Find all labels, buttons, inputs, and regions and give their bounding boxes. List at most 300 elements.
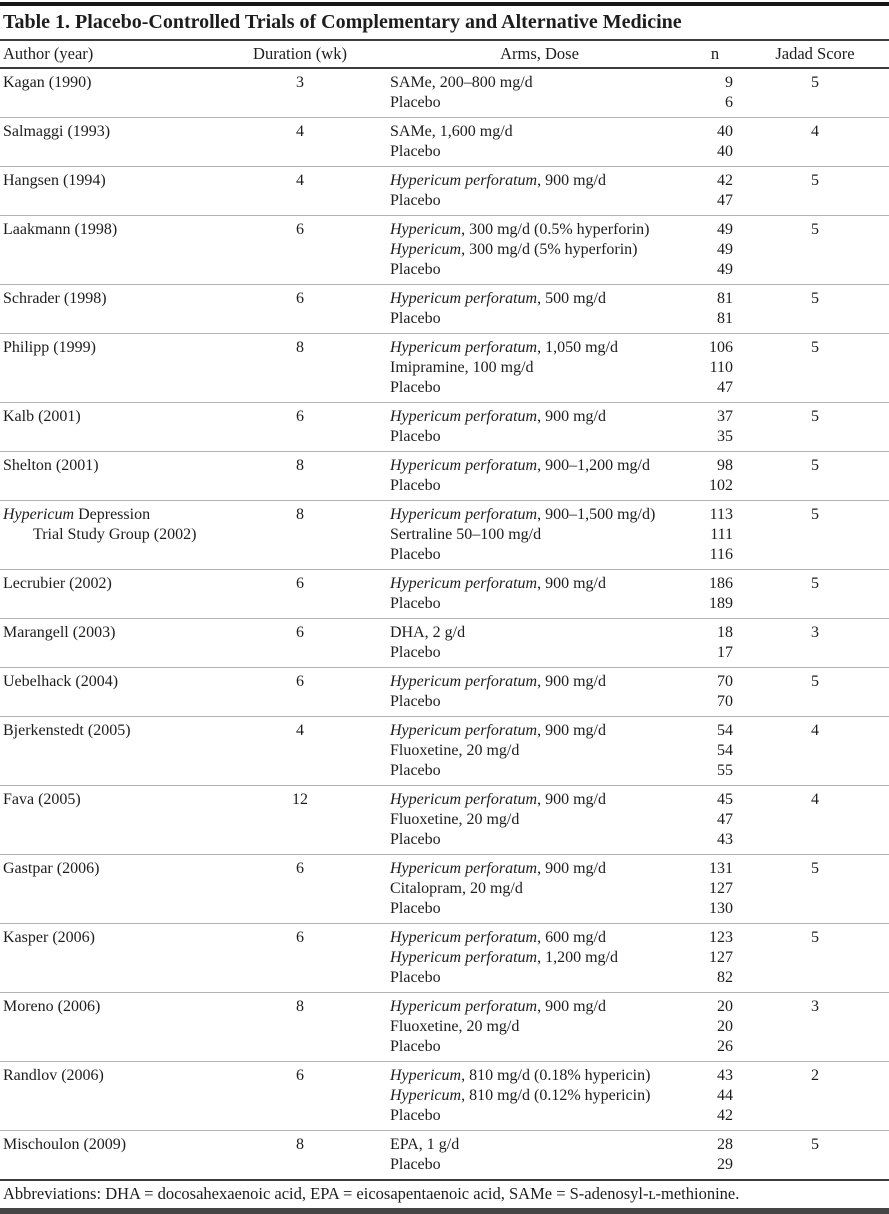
arm-dose-text: , 900 mg/d <box>537 998 606 1015</box>
study-author <box>0 171 252 211</box>
study-jadad-score: 2 <box>811 1067 819 1084</box>
study-duration: 6 <box>296 860 304 877</box>
arm-n-value: 40 <box>717 123 733 140</box>
study-duration: 12 <box>292 791 308 808</box>
author-text-part: Mischoulon (2009) <box>3 1136 127 1153</box>
study-author <box>0 997 252 1057</box>
study-author <box>0 1066 252 1126</box>
arm-dose-text: Placebo <box>390 546 441 563</box>
arm-dose-line <box>390 456 689 476</box>
table-row <box>0 333 889 402</box>
study-duration: 4 <box>296 123 304 140</box>
study-n-values <box>689 289 741 329</box>
arm-dose-line <box>390 810 689 830</box>
study-duration: 8 <box>296 457 304 474</box>
arm-dose-text: , 810 mg/d (0.18% hypericin) <box>461 1067 651 1084</box>
study-jadad-score: 5 <box>811 506 819 523</box>
study-n-values <box>689 790 741 850</box>
arm-dose-text: , 900 mg/d <box>537 860 606 877</box>
study-n-values <box>689 338 741 398</box>
study-duration: 6 <box>296 1067 304 1084</box>
author-line1 <box>3 122 252 142</box>
table-row <box>0 667 889 716</box>
study-n-values <box>689 672 741 712</box>
study-duration: 8 <box>296 506 304 523</box>
study-duration: 6 <box>296 929 304 946</box>
arm-dose-line <box>390 721 689 741</box>
study-jadad-score: 5 <box>811 172 819 189</box>
arm-species-italic: Hypericum perforatum <box>390 290 538 307</box>
table-title: Table 1. Placebo-Controlled Trials of Complementary and Alternative Medicine <box>0 6 889 41</box>
study-arms-doses <box>348 672 689 712</box>
arm-n-value: 47 <box>717 379 733 396</box>
arm-dose-text: Citalopram, 20 mg/d <box>390 880 523 897</box>
arm-dose-text: Imipramine, 100 mg/d <box>390 359 534 376</box>
author-line1 <box>3 574 252 594</box>
arm-dose-line <box>390 73 689 93</box>
arm-dose-text: Fluoxetine, 20 mg/d <box>390 811 520 828</box>
arm-n-value: 20 <box>717 998 733 1015</box>
table-row <box>0 618 889 667</box>
arm-n-value: 81 <box>717 290 733 307</box>
arm-dose-line <box>390 594 689 614</box>
study-jadad-score: 4 <box>811 791 819 808</box>
arm-dose-text: EPA, 1 g/d <box>390 1136 460 1153</box>
arm-dose-line <box>390 378 689 398</box>
arm-dose-line <box>390 171 689 191</box>
arm-dose-line <box>390 997 689 1017</box>
study-n-values <box>689 171 741 211</box>
study-arms-doses <box>348 574 689 614</box>
arm-species-italic: Hypericum perforatum <box>390 339 538 356</box>
arm-n-value: 98 <box>717 457 733 474</box>
arm-n-value: 189 <box>709 595 733 612</box>
arm-dose-text: , 900 mg/d <box>537 408 606 425</box>
column-header-jadad-score: Jadad Score <box>775 44 855 63</box>
arm-dose-text: Placebo <box>390 477 441 494</box>
column-header-author: Author (year) <box>3 44 94 63</box>
table-row <box>0 402 889 451</box>
arm-dose-line <box>390 505 689 525</box>
arm-species-italic: Hypericum perforatum <box>390 949 538 966</box>
author-line1 <box>3 505 252 525</box>
author-text-part: Shelton (2001) <box>3 457 99 474</box>
study-arms-doses <box>348 928 689 988</box>
table-row <box>0 117 889 166</box>
author-text-part: Randlov (2006) <box>3 1067 104 1084</box>
study-duration: 6 <box>296 575 304 592</box>
arm-n-value: 70 <box>717 673 733 690</box>
arm-n-value: 20 <box>717 1018 733 1035</box>
arm-species-italic: Hypericum perforatum <box>390 791 538 808</box>
author-line1 <box>3 1066 252 1086</box>
arm-dose-line <box>390 260 689 280</box>
table-row <box>0 992 889 1061</box>
study-jadad-score: 5 <box>811 457 819 474</box>
arm-dose-line <box>390 1037 689 1057</box>
arm-dose-text: Placebo <box>390 143 441 160</box>
author-text-part: Marangell (2003) <box>3 624 116 641</box>
study-duration: 4 <box>296 722 304 739</box>
arm-dose-line <box>390 289 689 309</box>
arm-dose-line <box>390 525 689 545</box>
author-line1 <box>3 407 252 427</box>
arm-n-value: 54 <box>717 742 733 759</box>
study-duration: 8 <box>296 1136 304 1153</box>
author-text-part: Moreno (2006) <box>3 998 101 1015</box>
arm-dose-text: Placebo <box>390 969 441 986</box>
study-author <box>0 790 252 850</box>
arm-dose-text: , 900 mg/d <box>537 575 606 592</box>
study-duration: 6 <box>296 408 304 425</box>
arm-n-value: 6 <box>725 94 733 111</box>
arm-dose-text: SAMe, 1,600 mg/d <box>390 123 513 140</box>
arm-species-italic: Hypericum perforatum <box>390 457 538 474</box>
table-row <box>0 215 889 284</box>
study-n-values <box>689 574 741 614</box>
study-arms-doses <box>348 1135 689 1175</box>
study-jadad-score: 5 <box>811 1136 819 1153</box>
study-n-values <box>689 73 741 113</box>
arm-species-italic: Hypericum perforatum <box>390 506 538 523</box>
arm-dose-text: Placebo <box>390 900 441 917</box>
study-author <box>0 1135 252 1175</box>
arm-dose-line <box>390 476 689 496</box>
study-duration: 4 <box>296 172 304 189</box>
study-jadad-score: 4 <box>811 123 819 140</box>
author-text-part: Gastpar (2006) <box>3 860 100 877</box>
study-arms-doses <box>348 407 689 447</box>
arm-dose-text: Placebo <box>390 693 441 710</box>
arm-n-value: 40 <box>717 143 733 160</box>
study-duration: 6 <box>296 673 304 690</box>
arm-n-value: 116 <box>709 546 733 563</box>
study-arms-doses <box>348 220 689 280</box>
arm-n-value: 17 <box>717 644 733 661</box>
arm-dose-line <box>390 1155 689 1175</box>
study-duration: 3 <box>296 74 304 91</box>
arm-dose-text: , 810 mg/d (0.12% hypericin) <box>461 1087 651 1104</box>
arm-dose-line <box>390 968 689 988</box>
arm-n-value: 49 <box>717 261 733 278</box>
study-arms-doses <box>348 859 689 919</box>
arm-dose-line <box>390 830 689 850</box>
author-text-part: Uebelhack (2004) <box>3 673 119 690</box>
study-jadad-score: 5 <box>811 929 819 946</box>
column-header-arms-dose: Arms, Dose <box>500 44 579 63</box>
arm-n-value: 42 <box>717 1107 733 1124</box>
arm-n-value: 18 <box>717 624 733 641</box>
study-jadad-score: 4 <box>811 722 819 739</box>
study-arms-doses <box>348 505 689 565</box>
table-page <box>0 2 889 1214</box>
author-line1 <box>3 623 252 643</box>
arm-dose-text: Placebo <box>390 428 441 445</box>
arm-n-value: 127 <box>709 880 733 897</box>
arm-n-value: 43 <box>717 831 733 848</box>
study-n-values <box>689 1066 741 1126</box>
arm-n-value: 127 <box>709 949 733 966</box>
study-n-values <box>689 456 741 496</box>
arm-dose-text: Placebo <box>390 261 441 278</box>
study-rows <box>0 69 889 1179</box>
table-row <box>0 785 889 854</box>
arm-dose-line <box>390 220 689 240</box>
author-text-part: Schrader (1998) <box>3 290 107 307</box>
arm-species-italic: Hypericum perforatum <box>390 860 538 877</box>
study-arms-doses <box>348 997 689 1057</box>
study-author <box>0 859 252 919</box>
arm-dose-line <box>390 1066 689 1086</box>
arm-species-italic: Hypericum perforatum <box>390 722 538 739</box>
study-n-values <box>689 220 741 280</box>
arm-dose-text: Placebo <box>390 1038 441 1055</box>
arm-species-italic: Hypericum perforatum <box>390 673 538 690</box>
arm-n-value: 130 <box>709 900 733 917</box>
study-author <box>0 505 252 565</box>
arm-dose-line <box>390 142 689 162</box>
author-text-part: Lecrubier (2002) <box>3 575 112 592</box>
arm-dose-line <box>390 1017 689 1037</box>
table-row <box>0 451 889 500</box>
study-arms-doses <box>348 721 689 781</box>
arm-dose-text: Fluoxetine, 20 mg/d <box>390 742 520 759</box>
arm-dose-text: , 1,050 mg/d <box>537 339 618 356</box>
table-row <box>0 716 889 785</box>
arm-dose-line <box>390 545 689 565</box>
study-n-values <box>689 997 741 1057</box>
study-author <box>0 623 252 663</box>
arm-dose-line <box>390 948 689 968</box>
arm-dose-line <box>390 672 689 692</box>
arm-n-value: 28 <box>717 1136 733 1153</box>
table-row <box>0 1130 889 1179</box>
arm-n-value: 70 <box>717 693 733 710</box>
study-author <box>0 407 252 447</box>
study-duration: 8 <box>296 998 304 1015</box>
author-line1 <box>3 456 252 476</box>
table-row <box>0 284 889 333</box>
study-author <box>0 721 252 781</box>
arm-species-italic: Hypericum <box>390 241 462 258</box>
arm-dose-line <box>390 928 689 948</box>
arm-dose-text: Placebo <box>390 595 441 612</box>
study-n-values <box>689 122 741 162</box>
arm-n-value: 49 <box>717 241 733 258</box>
arm-n-value: 47 <box>717 811 733 828</box>
arm-dose-text: , 900 mg/d <box>537 722 606 739</box>
study-n-values <box>689 928 741 988</box>
study-arms-doses <box>348 1066 689 1126</box>
arm-n-value: 49 <box>717 221 733 238</box>
study-jadad-score: 5 <box>811 221 819 238</box>
author-text-part: Hangsen (1994) <box>3 172 106 189</box>
author-text-part: Salmaggi (1993) <box>3 123 111 140</box>
study-author <box>0 73 252 113</box>
arm-dose-line <box>390 427 689 447</box>
arm-n-value: 37 <box>717 408 733 425</box>
study-arms-doses <box>348 73 689 113</box>
author-text-part: Kalb (2001) <box>3 408 81 425</box>
author-text-part: Fava (2005) <box>3 791 81 808</box>
arm-dose-line <box>390 1086 689 1106</box>
study-jadad-score: 5 <box>811 673 819 690</box>
study-jadad-score: 5 <box>811 290 819 307</box>
author-line1 <box>3 790 252 810</box>
arm-dose-text: Placebo <box>390 831 441 848</box>
arm-dose-text: , 500 mg/d <box>537 290 606 307</box>
study-n-values <box>689 407 741 447</box>
arm-n-value: 47 <box>717 192 733 209</box>
arm-species-italic: Hypericum <box>390 1087 462 1104</box>
arm-species-italic: Hypericum <box>390 221 462 238</box>
arm-dose-line <box>390 790 689 810</box>
table-footnote: Abbreviations: DHA = docosahexaenoic acid, EPA = eicosapentaenoic acid, SAMe = S-adenosyl-ʟ-methionine. <box>0 1179 889 1211</box>
author-line1 <box>3 338 252 358</box>
arm-dose-text: Placebo <box>390 310 441 327</box>
arm-dose-text: , 900 mg/d <box>537 172 606 189</box>
study-n-values <box>689 1135 741 1175</box>
study-n-values <box>689 623 741 663</box>
study-arms-doses <box>348 456 689 496</box>
study-n-values <box>689 505 741 565</box>
study-arms-doses <box>348 171 689 211</box>
arm-dose-text: , 900 mg/d <box>537 673 606 690</box>
study-jadad-score: 5 <box>811 575 819 592</box>
author-text-part: Depression <box>74 506 151 523</box>
study-arms-doses <box>348 623 689 663</box>
study-author <box>0 338 252 398</box>
author-text-part: Kagan (1990) <box>3 74 92 91</box>
arm-n-value: 54 <box>717 722 733 739</box>
study-author <box>0 672 252 712</box>
arm-dose-line <box>390 899 689 919</box>
arm-dose-line <box>390 309 689 329</box>
arm-dose-text: , 900 mg/d <box>537 791 606 808</box>
study-arms-doses <box>348 289 689 329</box>
table-row <box>0 500 889 569</box>
study-author <box>0 220 252 280</box>
study-jadad-score: 3 <box>811 998 819 1015</box>
study-arms-doses <box>348 122 689 162</box>
arm-dose-text: Placebo <box>390 94 441 111</box>
study-author <box>0 574 252 614</box>
arm-dose-line <box>390 879 689 899</box>
arm-dose-line <box>390 407 689 427</box>
arm-n-value: 106 <box>709 339 733 356</box>
arm-n-value: 81 <box>717 310 733 327</box>
arm-dose-line <box>390 761 689 781</box>
arm-dose-line <box>390 741 689 761</box>
study-duration: 6 <box>296 290 304 307</box>
arm-n-value: 102 <box>709 477 733 494</box>
arm-n-value: 131 <box>709 860 733 877</box>
arm-n-value: 43 <box>717 1067 733 1084</box>
arm-dose-text: , 600 mg/d <box>537 929 606 946</box>
arm-dose-text: , 1,200 mg/d <box>537 949 618 966</box>
column-header-n: n <box>710 44 720 63</box>
arm-n-value: 186 <box>709 575 733 592</box>
author-line1 <box>3 928 252 948</box>
study-arms-doses <box>348 790 689 850</box>
author-line2: Trial Study Group (2002) <box>33 526 197 543</box>
arm-dose-line <box>390 623 689 643</box>
table-header-row <box>0 41 889 69</box>
study-duration: 8 <box>296 339 304 356</box>
study-n-values <box>689 859 741 919</box>
table-row <box>0 923 889 992</box>
study-jadad-score: 5 <box>811 408 819 425</box>
arm-dose-line <box>390 574 689 594</box>
study-author <box>0 928 252 988</box>
arm-dose-text: Placebo <box>390 762 441 779</box>
arm-species-italic: Hypericum perforatum <box>390 172 538 189</box>
table-row <box>0 1061 889 1130</box>
arm-dose-line <box>390 859 689 879</box>
arm-n-value: 82 <box>717 969 733 986</box>
study-author <box>0 289 252 329</box>
author-text-part: Kasper (2006) <box>3 929 95 946</box>
author-text-part: Laakmann (1998) <box>3 221 118 238</box>
arm-dose-line <box>390 240 689 260</box>
arm-species-italic: Hypericum perforatum <box>390 998 538 1015</box>
study-author <box>0 456 252 496</box>
table-row <box>0 569 889 618</box>
table-row <box>0 166 889 215</box>
arm-dose-line <box>390 191 689 211</box>
author-line1 <box>3 289 252 309</box>
author-text-part: Philipp (1999) <box>3 339 96 356</box>
arm-dose-text: , 900–1,200 mg/d <box>537 457 650 474</box>
arm-dose-line <box>390 643 689 663</box>
study-duration: 6 <box>296 221 304 238</box>
table-row <box>0 69 889 117</box>
arm-n-value: 42 <box>717 172 733 189</box>
author-line1 <box>3 1135 252 1155</box>
arm-dose-text: Placebo <box>390 1156 441 1173</box>
author-line1 <box>3 220 252 240</box>
arm-dose-line <box>390 122 689 142</box>
arm-species-italic: Hypericum perforatum <box>390 929 538 946</box>
arm-dose-text: Sertraline 50–100 mg/d <box>390 526 542 543</box>
author-line1 <box>3 73 252 93</box>
author-line1 <box>3 859 252 879</box>
author-italic-part: Hypericum <box>3 506 75 523</box>
arm-n-value: 45 <box>717 791 733 808</box>
study-duration: 6 <box>296 624 304 641</box>
arm-dose-line <box>390 1135 689 1155</box>
arm-dose-text: , 300 mg/d (5% hyperforin) <box>461 241 638 258</box>
arm-dose-text: , 300 mg/d (0.5% hyperforin) <box>461 221 650 238</box>
arm-n-value: 123 <box>709 929 733 946</box>
author-line1 <box>3 672 252 692</box>
arm-species-italic: Hypericum <box>390 1067 462 1084</box>
arm-dose-line <box>390 338 689 358</box>
author-text-part: Bjerkenstedt (2005) <box>3 722 131 739</box>
arm-n-value: 55 <box>717 762 733 779</box>
study-jadad-score: 5 <box>811 339 819 356</box>
arm-dose-text: Fluoxetine, 20 mg/d <box>390 1018 520 1035</box>
arm-n-value: 113 <box>709 506 733 523</box>
arm-n-value: 29 <box>717 1156 733 1173</box>
study-n-values <box>689 721 741 781</box>
arm-dose-line <box>390 93 689 113</box>
study-jadad-score: 5 <box>811 860 819 877</box>
arm-n-value: 35 <box>717 428 733 445</box>
study-jadad-score: 3 <box>811 624 819 641</box>
arm-n-value: 26 <box>717 1038 733 1055</box>
arm-n-value: 110 <box>709 359 733 376</box>
